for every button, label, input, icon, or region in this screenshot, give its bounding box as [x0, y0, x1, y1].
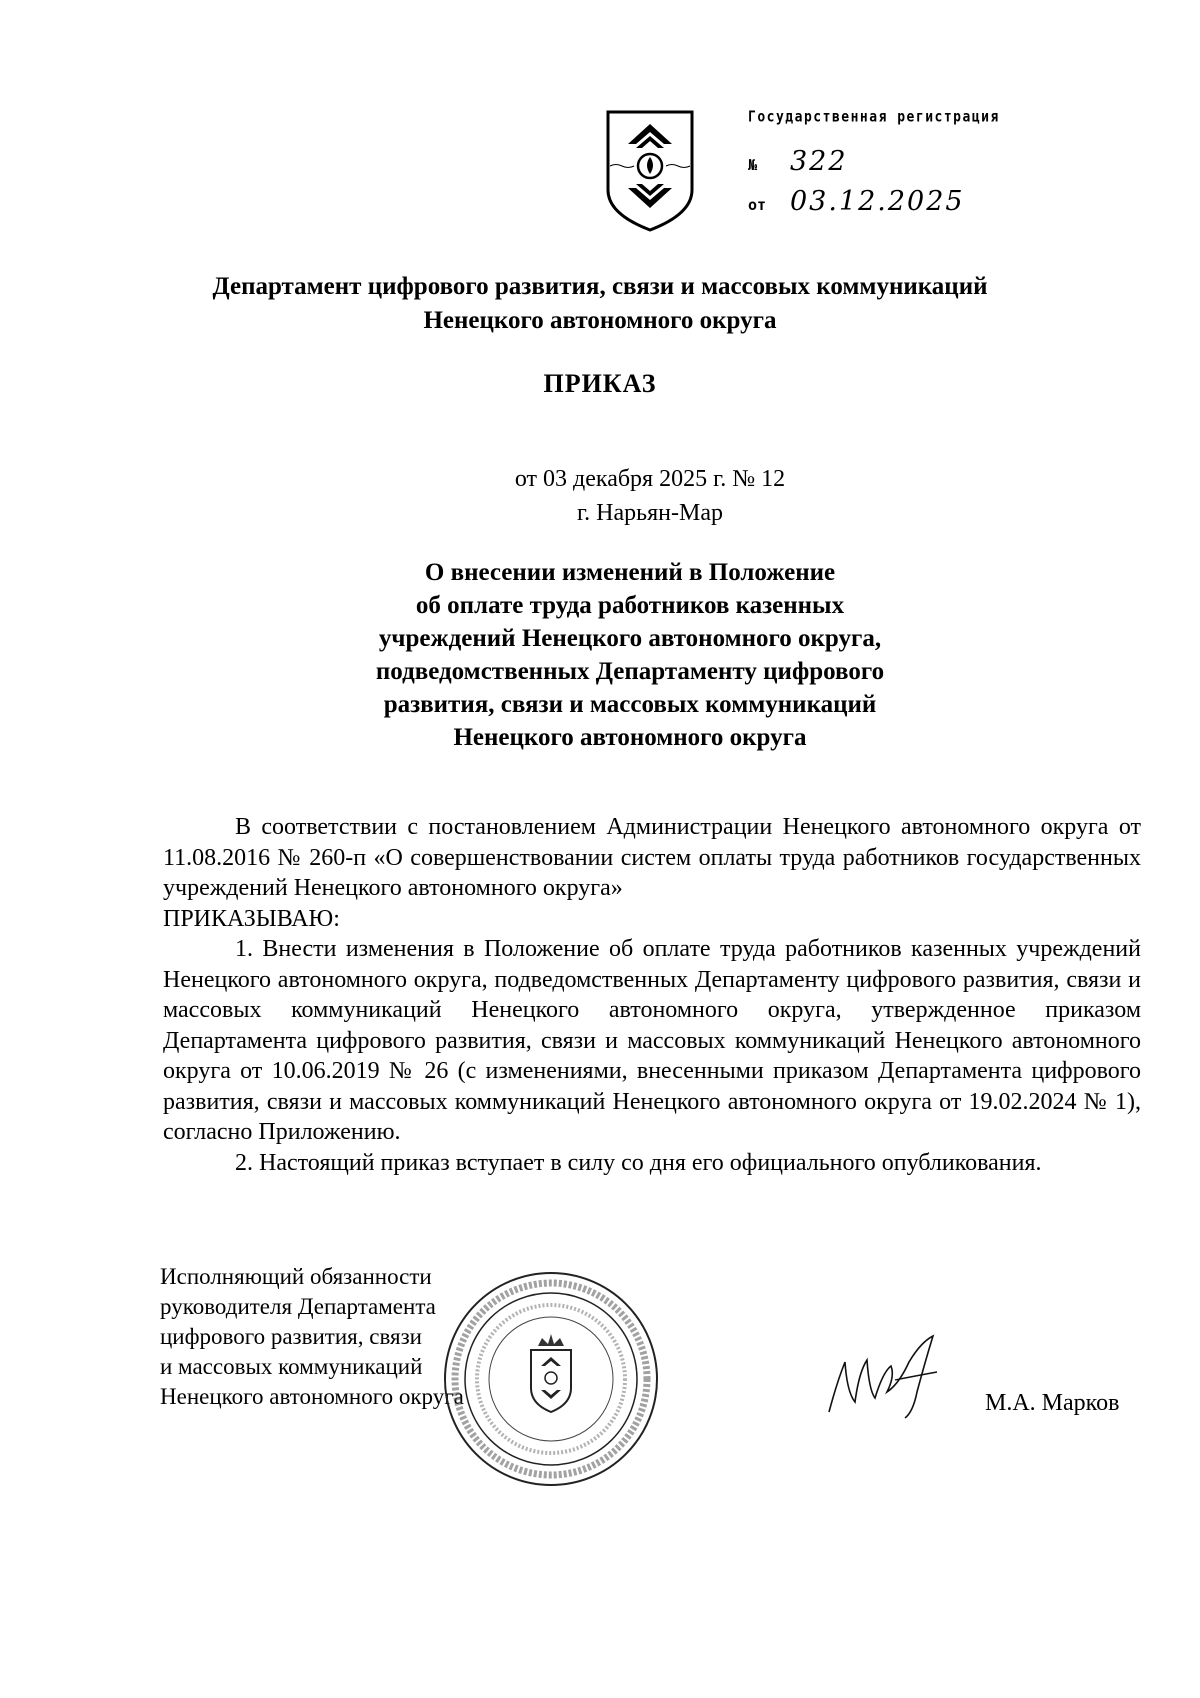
registration-title: Государственная регистрация: [748, 108, 1000, 127]
subject-line-3: учреждений Ненецкого автономного округа,: [378, 625, 882, 652]
preamble-paragraph: В соответствии с постановлением Администрации Ненецкого автономного округа от 11.08.2016 № 260-п «О совершенствовании систем оплаты труда работников государственных учреждений Ненецкого автономного округа»: [163, 814, 1141, 901]
registration-date: 03.12.2025: [790, 186, 965, 217]
registration-date-line: [748, 186, 965, 217]
order-item-2: 2. Настоящий приказ вступает в силу со дня его официального опубликования.: [235, 1149, 1042, 1176]
order-word: ПРИКАЗЫВАЮ:: [163, 905, 340, 932]
order-date-number: от 03 декабря 2025 г. № 12: [514, 466, 786, 492]
department-line-1: Департамент цифрового развития, связи и массовых коммуникаций: [212, 273, 988, 300]
registration-number: 322: [790, 146, 848, 177]
coat-of-arms-emblem: [604, 108, 696, 234]
registration-number-label: №: [748, 156, 758, 174]
position-line-2: руководителя Департамента: [160, 1294, 436, 1319]
registration-date-label: от: [748, 196, 767, 214]
order-item-1: 1. Внести изменения в Положение об оплате труда работников казенных учреждений Ненецкого автономного округа, подведомственных Департаменту цифрового развития, связи и массовых коммуникаций Ненецкого автономного округа, утвержденное приказом Департамента цифрового развития, связи и массовых коммуникаций Ненецкого автономного округа от 10.06.2019 № 26 (с изменениями, внесенными приказом Департамента цифрового развития, связи и массовых коммуникаций Ненецкого автономного округа от 19.02.2024 № 1), согласно Приложению.: [163, 936, 1141, 1145]
subject-line-1: О внесении изменений в Положение: [424, 559, 836, 586]
registration-number-line: [748, 146, 848, 177]
handwritten-signature: [825, 1332, 945, 1422]
position-line-4: и массовых коммуникаций: [160, 1354, 423, 1379]
department-header: [0, 270, 1200, 338]
subject-line-2: об оплате труда работников казенных: [415, 592, 845, 619]
order-city: г. Нарьян-Мар: [577, 500, 723, 526]
subject-line-5: развития, связи и массовых коммуникаций: [383, 691, 877, 718]
signatory-position: [160, 1262, 464, 1412]
position-line-5: Ненецкого автономного округа: [160, 1384, 464, 1409]
order-subject: [30, 556, 1200, 754]
registration-stamp: [748, 108, 1000, 217]
official-seal: [442, 1270, 660, 1488]
doc-type-title: ПРИКАЗ: [543, 369, 657, 398]
position-line-1: Исполняющий обязанности: [160, 1264, 432, 1289]
order-body: [163, 812, 1141, 1178]
order-meta: [50, 462, 1200, 530]
department-line-2: Ненецкого автономного округа: [423, 307, 777, 334]
signatory-name: М.А. Марков: [985, 1390, 1120, 1416]
subject-line-6: Ненецкого автономного округа: [453, 724, 807, 751]
subject-line-4: подведомственных Департаменту цифрового: [375, 658, 885, 685]
position-line-3: цифрового развития, связи: [160, 1324, 422, 1349]
